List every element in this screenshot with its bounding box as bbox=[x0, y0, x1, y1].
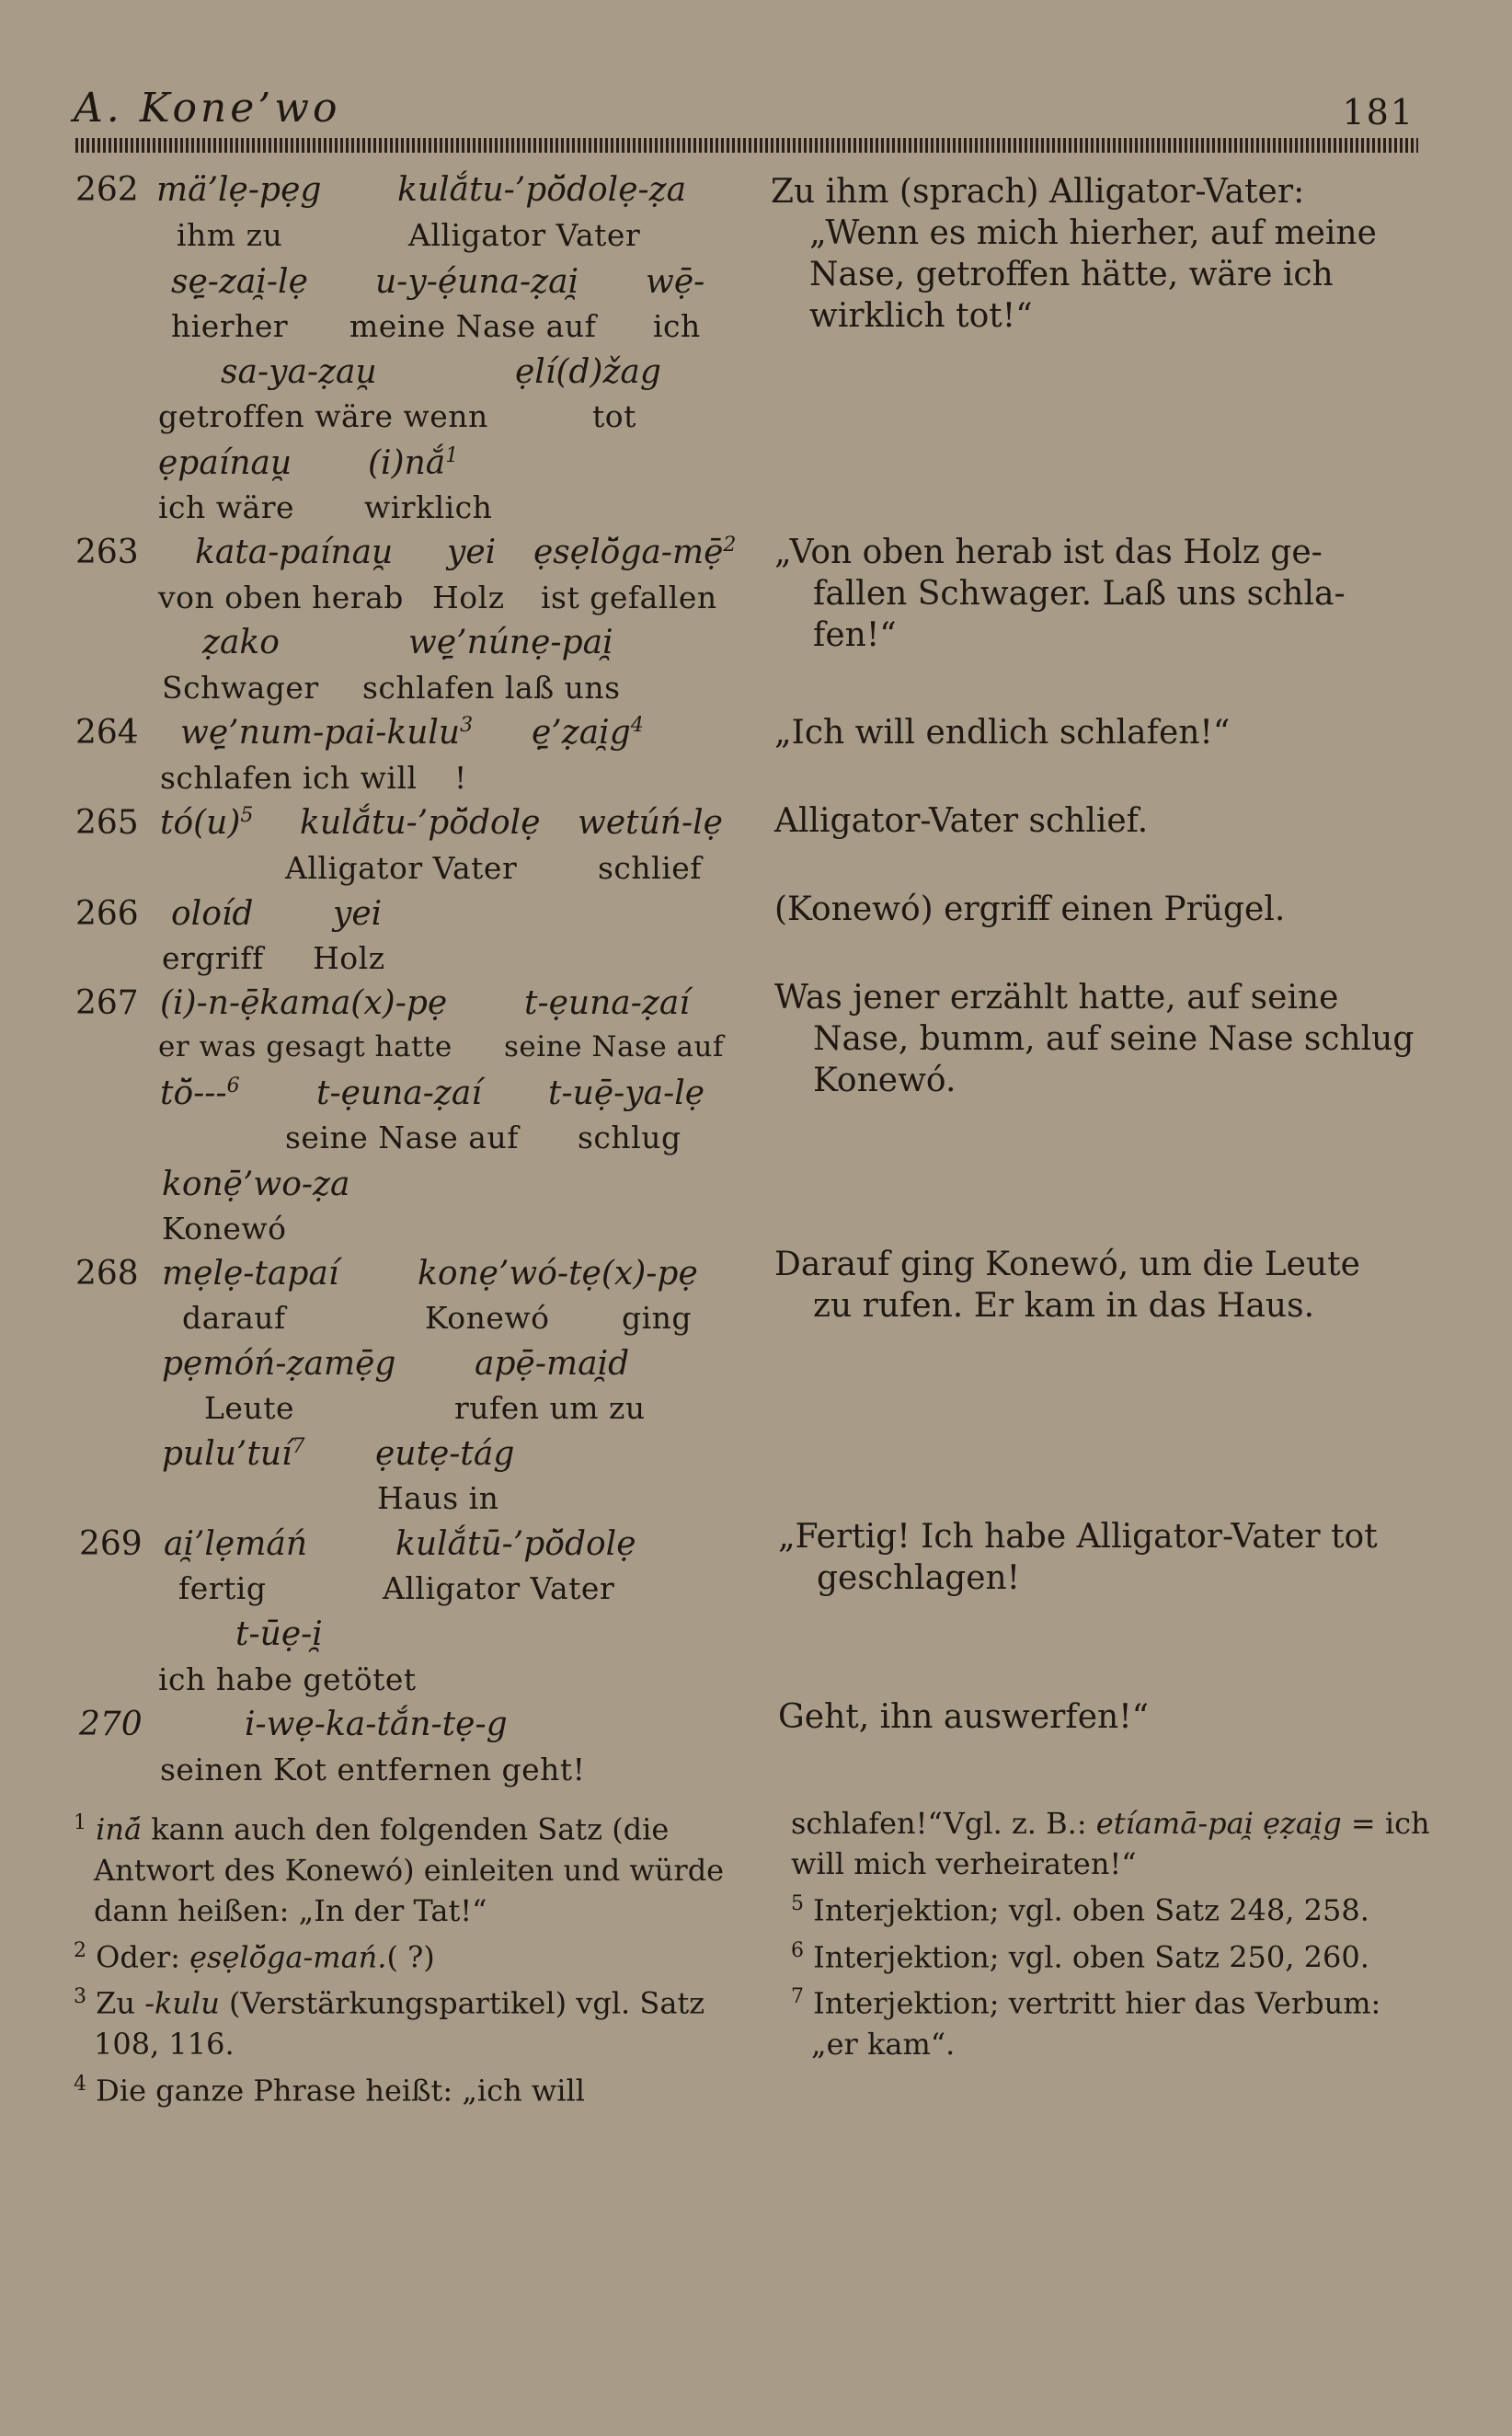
footnote-7: $^7$ Interjektion; vertritt hier das Verbum: „er kam“. bbox=[791, 1985, 1381, 2062]
native-word: kulắtu-’pŏ̈dolẹ bbox=[300, 804, 541, 842]
gloss: fertig bbox=[178, 1570, 267, 1606]
footnote-3: $^3$ Zu -kulu (Verstärkungspartikel) vgl. Satz 108, 116. bbox=[74, 1985, 705, 2062]
translation-270: Geht, ihn auswerfen!“ bbox=[778, 1698, 1150, 1736]
native-word: ẹlí(d)žag bbox=[515, 353, 661, 391]
native-word: t-ẹuna-ẓaí bbox=[524, 984, 690, 1022]
footnote-2: $^2$ Oder: ẹsẹlŏ̈ga-mań.( ?) bbox=[74, 1938, 435, 1975]
native-word: $ẹ̱’ẓai̯g^4$ bbox=[532, 714, 644, 752]
sentence-number: 263 bbox=[75, 534, 139, 571]
gloss: tot bbox=[592, 398, 636, 434]
translation-267: Was jener erzählt hatte, auf seine Nase, bumm, auf seine Nase schlug Konewó. bbox=[774, 979, 1415, 1099]
native-word: konẹ’wó-tẹ(x)-pẹ bbox=[418, 1255, 698, 1293]
sentence-number: 269 bbox=[79, 1525, 143, 1563]
gloss: darauf bbox=[182, 1300, 286, 1336]
native-word: wẹ̄- bbox=[646, 263, 705, 301]
gloss: schlug bbox=[578, 1120, 682, 1155]
native-word: kata-paínau̯ bbox=[195, 534, 394, 571]
gloss: er was gesagt hatte bbox=[158, 1030, 452, 1063]
native-word: u-y-ẹ́una-ẓai̯ bbox=[375, 263, 579, 301]
gloss: von oben herab bbox=[158, 580, 404, 615]
native-word: apẹ̄-mai̯d bbox=[475, 1345, 630, 1383]
native-word: ẓako bbox=[202, 624, 280, 661]
gloss: Alligator Vater bbox=[285, 850, 518, 886]
native-word: $tó(u)^5$ bbox=[160, 804, 254, 842]
native-word: t-ẹuna-ẓaí bbox=[316, 1074, 482, 1112]
native-word: pulu’tuí$^7$ bbox=[162, 1435, 305, 1473]
running-head: A. Kone’wo bbox=[74, 85, 341, 132]
native-word: wẹ̱’núnẹ-pai̯ bbox=[408, 624, 613, 661]
native-word: ẹutẹ-tág bbox=[375, 1435, 515, 1473]
gloss: seinen Kot entfernen geht! bbox=[160, 1752, 586, 1787]
gloss: Holz bbox=[313, 940, 385, 976]
gloss: ging bbox=[622, 1300, 693, 1336]
native-word: ẹpaínau̯ bbox=[158, 444, 292, 482]
footnotes-right bbox=[791, 1803, 1435, 2064]
sentence-number: 267 bbox=[75, 984, 139, 1022]
native-word: sẹ̱-zai̯-lẹ bbox=[171, 263, 308, 301]
translation-268: Darauf ging Konewó, um die Leute zu rufen. Er kam in das Haus. bbox=[774, 1246, 1360, 1325]
translation-266: (Konewó) ergriff einen Prügel. bbox=[774, 891, 1286, 928]
gloss: ihm zu bbox=[177, 217, 283, 253]
native-word: konẹ̄’wo-ẓa bbox=[162, 1166, 350, 1203]
footnotes-left bbox=[74, 1803, 727, 2111]
sentence-number: 270 bbox=[79, 1706, 143, 1743]
translation-269: „Fertig! Ich habe Alligator-Vater tot geschlagen! bbox=[778, 1518, 1378, 1597]
gloss: Konewó bbox=[425, 1300, 550, 1336]
native-word: yei bbox=[333, 895, 383, 933]
native-word: t-uẹ̄-ya-lẹ bbox=[548, 1074, 705, 1112]
gloss: ! bbox=[454, 760, 467, 796]
gloss: schlief bbox=[598, 850, 703, 886]
native-word: (i)nắ$^1$ bbox=[368, 444, 459, 482]
gloss: Alligator Vater bbox=[408, 217, 641, 253]
footnote-4-continued: schlafen!“Vgl. z. B.: etíamā-pai̯ ẹẓai̯g = ich will mich verheiraten!“ bbox=[791, 1806, 1430, 1881]
native-word: wetúń-lẹ bbox=[578, 804, 723, 842]
footnote-1: $^1$ inā́ kann auch den folgenden Satz (die Antwort des Konewó) einleiten und würde dann heißen: „In der Tat!“ bbox=[74, 1811, 725, 1928]
gloss: Holz bbox=[432, 580, 505, 615]
native-word: i-wẹ-ka-tắn-tẹ-g bbox=[245, 1706, 508, 1743]
footnote-6: $^6$ Interjektion; vgl. oben Satz 250, 260. bbox=[791, 1938, 1369, 1975]
gloss: seine Nase auf bbox=[285, 1120, 519, 1155]
sentence-number: 262 bbox=[75, 171, 139, 209]
gloss: rufen um zu bbox=[454, 1390, 646, 1426]
native-word: sa-ya-ẓau̯ bbox=[221, 353, 377, 391]
translation-264: „Ich will endlich schlafen!“ bbox=[774, 714, 1231, 752]
translation-265: Alligator-Vater schlief. bbox=[774, 802, 1149, 840]
footnote-5: $^5$ Interjektion; vgl. oben Satz 248, 258. bbox=[791, 1892, 1369, 1928]
native-word: t-ūẹ-i̯ bbox=[235, 1615, 323, 1653]
gloss: seine Nase auf bbox=[504, 1030, 724, 1063]
gloss: Haus in bbox=[377, 1480, 499, 1516]
native-word: oloíd bbox=[171, 895, 254, 933]
sentence-number: 265 bbox=[75, 804, 139, 842]
header-rule bbox=[75, 138, 1418, 153]
native-word: mä’lẹ-pẹg bbox=[156, 171, 322, 209]
translation-263: „Von oben herab ist das Holz ge- fallen Schwager. Laß uns schla- fen!“ bbox=[774, 534, 1346, 654]
gloss: schlafen laß uns bbox=[362, 670, 621, 706]
gloss: Leute bbox=[204, 1390, 294, 1426]
gloss: ist gefallen bbox=[541, 580, 717, 615]
gloss: schlafen ich will bbox=[160, 760, 418, 796]
gloss: Alligator Vater bbox=[383, 1570, 615, 1606]
gloss: ergriff bbox=[162, 940, 264, 976]
native-word: kulắtu-’pŏ̈dolẹ-ẓa bbox=[397, 171, 687, 209]
gloss: meine Nase auf bbox=[349, 308, 597, 344]
gloss: ich bbox=[653, 308, 701, 344]
native-word: (i)-n-ẹ̄kama(x)-pẹ bbox=[160, 984, 448, 1022]
native-word: kulắtū-’pŏ̈dolẹ bbox=[395, 1525, 636, 1563]
sentence-number: 268 bbox=[75, 1255, 139, 1293]
native-word: mẹlẹ-tapaí bbox=[162, 1255, 339, 1293]
gloss: hierher bbox=[171, 308, 289, 344]
native-word: wẹ̱’num-pai-kulu$^3$ bbox=[180, 714, 474, 752]
native-word: tŏ̈---$^6$ bbox=[160, 1074, 240, 1112]
gloss: wirklich bbox=[364, 489, 493, 525]
gloss: Schwager bbox=[162, 670, 319, 706]
native-word: ai̯’lẹmáń bbox=[164, 1525, 308, 1563]
sentence-number: 264 bbox=[75, 714, 139, 752]
gloss: getroffen wäre wenn bbox=[158, 398, 488, 434]
gloss: ich habe getötet bbox=[158, 1661, 417, 1697]
native-word: ẹsẹlŏ̈ga-mẹ̄$^2$ bbox=[533, 534, 737, 571]
gloss: ich wäre bbox=[158, 489, 295, 525]
footnote-4: $^4$ Die ganze Phrase heißt: „ich will bbox=[74, 2072, 585, 2109]
native-word: yei bbox=[447, 534, 497, 571]
translation-262: Zu ihm (sprach) Alligator-Vater: „Wenn es mich hierher, auf meine Nase, getroffen hätte, wäre ich wirklich tot!“ bbox=[771, 173, 1377, 335]
native-word: pẹmóń-ẓamẹ̄g bbox=[162, 1345, 396, 1383]
sentence-number: 266 bbox=[75, 895, 139, 933]
page-number: 181 bbox=[1342, 92, 1415, 132]
gloss: Konewó bbox=[162, 1211, 287, 1247]
